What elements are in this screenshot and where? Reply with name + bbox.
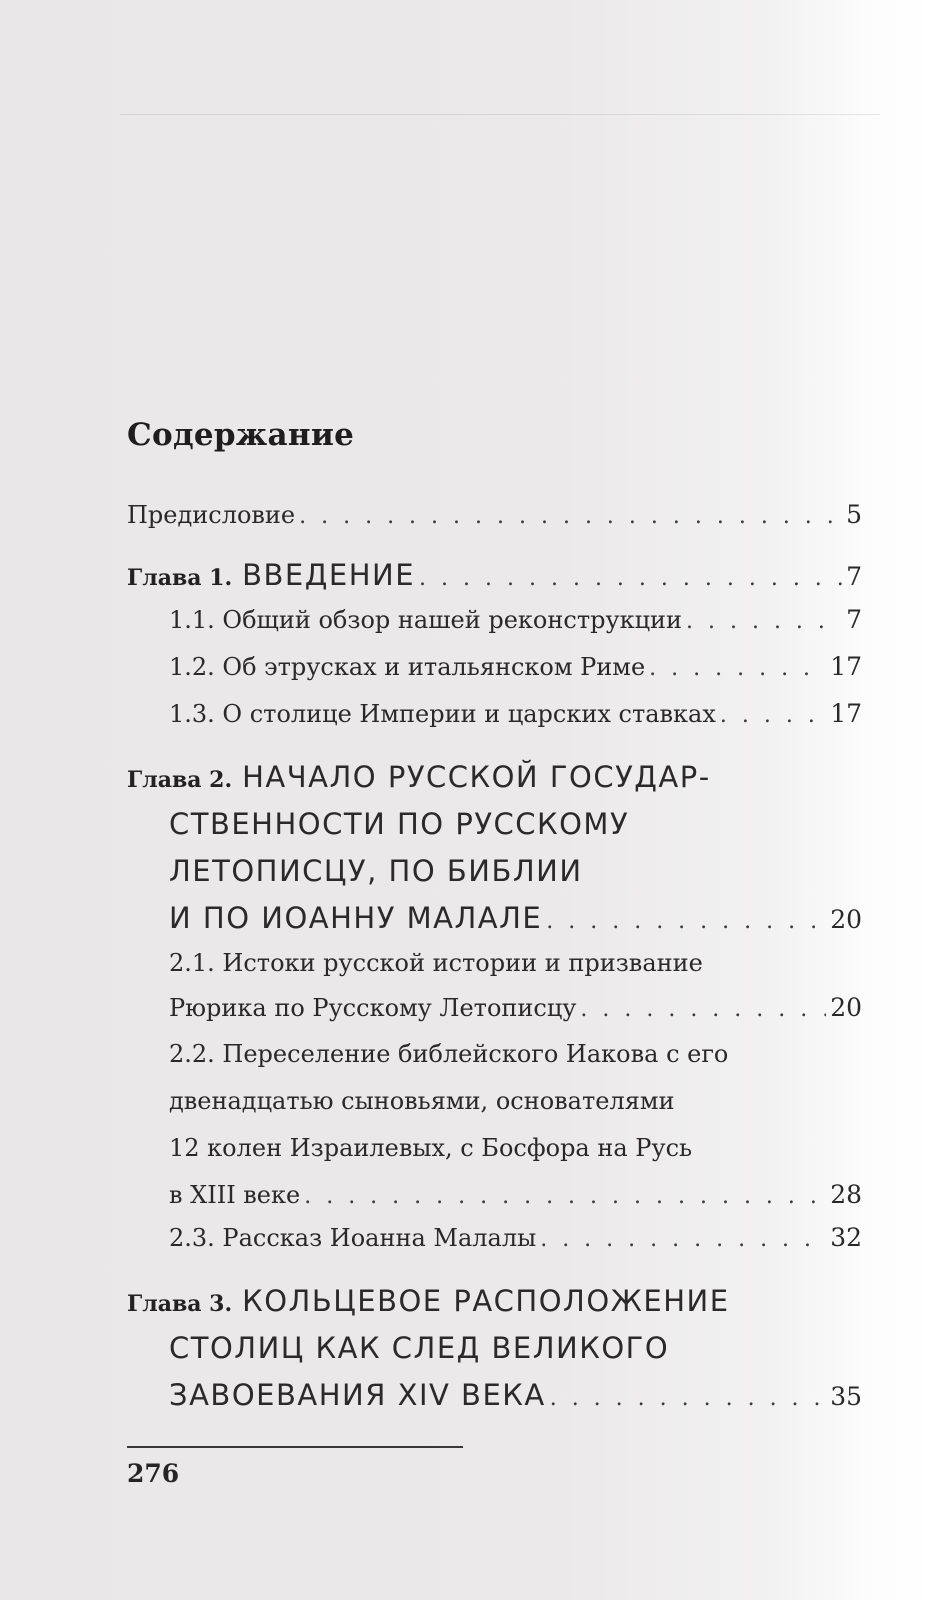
dot-leader <box>546 909 826 934</box>
toc-page-number: 17 <box>830 699 862 728</box>
chapter-2-title-continuation <box>169 807 862 851</box>
footer-rule <box>127 1446 463 1448</box>
toc-entry-2-2-last-line <box>169 1180 862 1224</box>
toc-entry-chapter-3[interactable] <box>127 1284 862 1328</box>
dot-leader <box>686 609 842 634</box>
chapter-title-line: СТВЕННОСТИ ПО РУССКОМУ <box>169 807 630 841</box>
chapter-title-line: КОЛЬЦЕВОЕ РАСПОЛОЖЕНИЕ <box>242 1284 730 1318</box>
chapter-2-title-continuation <box>169 854 862 898</box>
toc-entry-label: в XIII веке <box>169 1181 301 1209</box>
dot-leader <box>720 703 826 728</box>
chapter-title-line: ЗАВОЕВАНИЯ XIV ВЕКА <box>169 1378 546 1412</box>
toc-page-number: 32 <box>830 1223 862 1252</box>
chapter-title-line: НАЧАЛО РУССКОЙ ГОСУДАР- <box>242 760 711 794</box>
toc-page-number: 7 <box>846 562 862 591</box>
dot-leader <box>299 504 842 529</box>
toc-page-number: 28 <box>830 1180 862 1209</box>
chapter-number: Глава 3. <box>127 1291 233 1317</box>
toc-page-number: 17 <box>830 652 862 681</box>
toc-entry-2-2-continuation <box>169 1134 862 1178</box>
toc-page-number: 35 <box>830 1382 862 1411</box>
dot-leader <box>550 1386 826 1411</box>
toc-entry-2-3[interactable] <box>169 1223 862 1267</box>
toc-entry-label: 1.2. Об этрусках и итальянском Риме <box>169 653 646 681</box>
toc-entry-2-1-last-line <box>169 993 862 1037</box>
page-title: Содержание <box>127 417 355 453</box>
toc-entry-label: 1.1. Общий обзор нашей реконструкции <box>169 606 682 634</box>
toc-page-number: 20 <box>830 993 862 1022</box>
toc-entry-label: Рюрика по Русскому Летописцу <box>169 994 577 1022</box>
reverse-side-bleed-through <box>120 60 880 467</box>
toc-entry-1-1[interactable] <box>169 605 862 649</box>
page-number: 276 <box>127 1459 180 1488</box>
chapter-title-line: ЛЕТОПИСЦУ, ПО БИБЛИИ <box>169 854 583 888</box>
dot-leader <box>419 566 842 591</box>
toc-entry-label: 12 колен Израилевых, с Босфора на Русь <box>169 1134 693 1162</box>
toc-entry-label: 2.3. Рассказ Иоанна Малалы <box>169 1224 537 1252</box>
toc-entry-chapter-2[interactable] <box>127 760 862 804</box>
dot-leader <box>649 656 826 681</box>
dot-leader <box>304 1184 826 1209</box>
toc-entry-chapter-1[interactable] <box>127 558 862 602</box>
toc-entry-preface[interactable] <box>127 500 862 544</box>
dot-leader <box>540 1227 826 1252</box>
chapter-number: Глава 1. <box>127 565 233 591</box>
chapter-title-line: И ПО ИОАННУ МАЛАЛЕ <box>169 901 543 935</box>
toc-entry-1-3[interactable] <box>169 699 862 743</box>
toc-entry-label: 2.1. Истоки русской истории и призвание <box>169 949 703 977</box>
chapter-title: ВВЕДЕНИЕ <box>242 558 416 592</box>
toc-entry-2-2[interactable] <box>169 1040 862 1084</box>
toc-page-number: 7 <box>846 605 862 634</box>
dot-leader <box>580 997 826 1022</box>
toc-entry-label: двенадцатью сыновьями, основателями <box>169 1087 675 1115</box>
chapter-3-title-continuation <box>169 1331 862 1375</box>
toc-entry-1-2[interactable] <box>169 652 862 696</box>
toc-entry-2-1[interactable] <box>169 949 862 993</box>
toc-entry-label: 1.3. О столице Империи и царских ставках <box>169 700 716 728</box>
toc-entry-2-2-continuation <box>169 1087 862 1131</box>
chapter-3-title-last-line <box>169 1378 862 1422</box>
toc-entry-label: Предисловие <box>127 501 296 529</box>
chapter-title-line: СТОЛИЦ КАК СЛЕД ВЕЛИКОГО <box>169 1331 670 1365</box>
toc-page-number: 20 <box>830 905 862 934</box>
toc-page-number: 5 <box>846 500 862 529</box>
toc-entry-label: 2.2. Переселение библейского Иакова с его <box>169 1040 729 1068</box>
chapter-2-title-last-line <box>169 901 862 945</box>
chapter-number: Глава 2. <box>127 767 233 793</box>
